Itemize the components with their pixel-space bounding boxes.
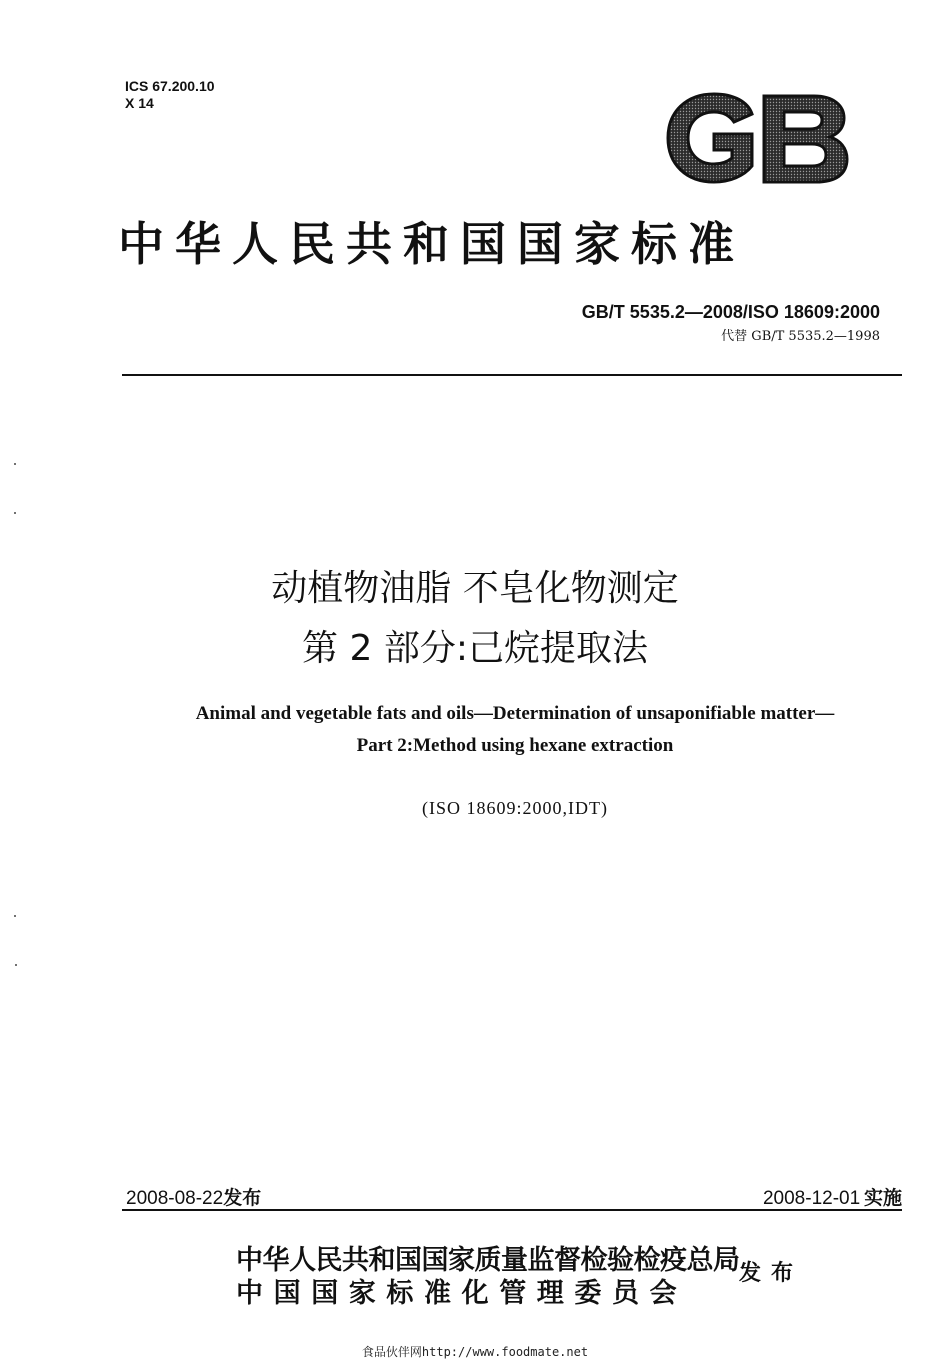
chinese-title-line2: 第 2 部分:己烷提取法 <box>302 628 648 669</box>
footer-divider <box>122 1209 902 1211</box>
english-title-line2: Part 2:Method using hexane extraction <box>356 735 674 756</box>
footer-watermark: 食品伙伴网http://www.foodmate.net <box>361 1345 589 1359</box>
issuer-sac: 中国国家标准化管理委员会 <box>236 1278 688 1309</box>
issue-date: 2008-08-22 <box>126 1188 224 1209</box>
iso-equivalence: (ISO 18609:2000,IDT) <box>422 798 608 818</box>
scan-speck <box>14 463 16 465</box>
implement-date: 2008-12-01 <box>762 1188 861 1209</box>
scan-speck <box>14 512 16 514</box>
chinese-title-line1: 动植物油脂 不皂化物测定 <box>271 568 679 609</box>
issue-date-block <box>126 1183 261 1210</box>
national-standard-title: 中华人民共和国国家标准 <box>118 217 745 271</box>
issue-label: 发布 <box>223 1188 262 1209</box>
scan-speck <box>14 915 16 917</box>
classification-code: X 14 <box>125 95 154 111</box>
issuer-aqsiq: 中华人民共和国国家质量监督检验检疫总局 <box>236 1245 740 1276</box>
english-title-line1: Animal and vegetable fats and oils—Determination of unsaponifiable matter— <box>195 703 835 724</box>
gb-logo <box>664 92 849 184</box>
implement-date-block <box>763 1183 902 1210</box>
replaces-standard: 代替 GB/T 5535.2—1998 <box>721 329 880 344</box>
standard-number: GB/T 5535.2—2008/ISO 18609:2000 <box>581 302 880 322</box>
scan-speck <box>15 964 17 966</box>
header-divider <box>122 374 902 376</box>
implement-label: 实施 <box>863 1188 902 1209</box>
ics-code: ICS 67.200.10 <box>125 78 215 94</box>
publish-label: 发布 <box>739 1261 804 1286</box>
ics-block <box>125 78 215 112</box>
